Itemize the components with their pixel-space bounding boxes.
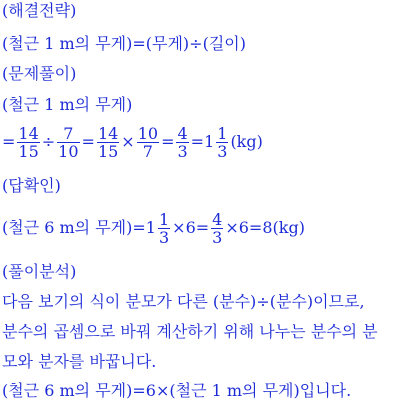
fraction-4-3	[211, 211, 223, 246]
numerator: 1	[217, 123, 228, 143]
equals-sign: =	[81, 132, 95, 151]
fraction-1-3	[216, 125, 228, 160]
divide-sign: ÷	[41, 132, 56, 151]
section-strategy: (해결전략)	[2, 1, 77, 20]
analysis-line-4: (철근 6 m의 무게)=6×(철근 1 m의 무게)입니다.	[2, 381, 352, 400]
section-analysis: (풀이분석)	[2, 262, 77, 281]
numerator: 7	[57, 125, 79, 143]
denominator: 15	[97, 141, 119, 161]
equals-sign: =	[161, 132, 175, 151]
fraction-14-15	[97, 125, 119, 160]
strategy-formula: (철근 1 m의 무게)=(무게)÷(길이)	[2, 34, 246, 53]
numerator: 4	[212, 209, 223, 229]
check-calculation	[2, 208, 305, 248]
numerator: 1	[158, 209, 170, 229]
denominator: 3	[217, 141, 228, 161]
numerator: 14	[97, 123, 119, 143]
fraction-14-15	[17, 125, 39, 160]
denominator: 3	[212, 227, 223, 247]
fraction-1-3	[158, 211, 170, 246]
equals-sign: =	[2, 132, 16, 151]
solution-line-1: (철근 1 m의 무게)	[2, 95, 133, 114]
fraction-4-3	[176, 125, 188, 160]
numerator: 14	[18, 123, 39, 143]
check-lead: (철근 6 m의 무게)=1	[2, 218, 156, 237]
denominator: 7	[142, 141, 153, 161]
denominator: 3	[158, 227, 170, 247]
fraction-10-7	[137, 125, 159, 160]
section-check: (답확인)	[2, 176, 61, 195]
analysis-line-3: 모와 분자를 바꿉니다.	[2, 352, 157, 371]
analysis-line-1: 다음 보기의 식이 분모가 다른 (분수)÷(분수)이므로,	[2, 292, 365, 311]
solution-calculation	[2, 122, 263, 162]
equals-one: =1	[190, 132, 215, 151]
numerator: 4	[177, 123, 188, 143]
fraction-7-10	[57, 125, 79, 160]
denominator: 15	[18, 141, 39, 161]
multiply-sign: ×	[121, 132, 135, 151]
check-mid: ×6=	[172, 218, 210, 237]
denominator: 10	[58, 141, 79, 161]
section-solution: (문제풀이)	[2, 64, 77, 83]
unit-label: (kg)	[230, 132, 263, 151]
analysis-line-2: 분수의 곱셈으로 바꿔 계산하기 위해 나누는 분수의 분	[2, 322, 378, 341]
numerator: 10	[137, 123, 159, 143]
check-tail: ×6=8(kg)	[225, 218, 305, 237]
denominator: 3	[177, 141, 188, 161]
